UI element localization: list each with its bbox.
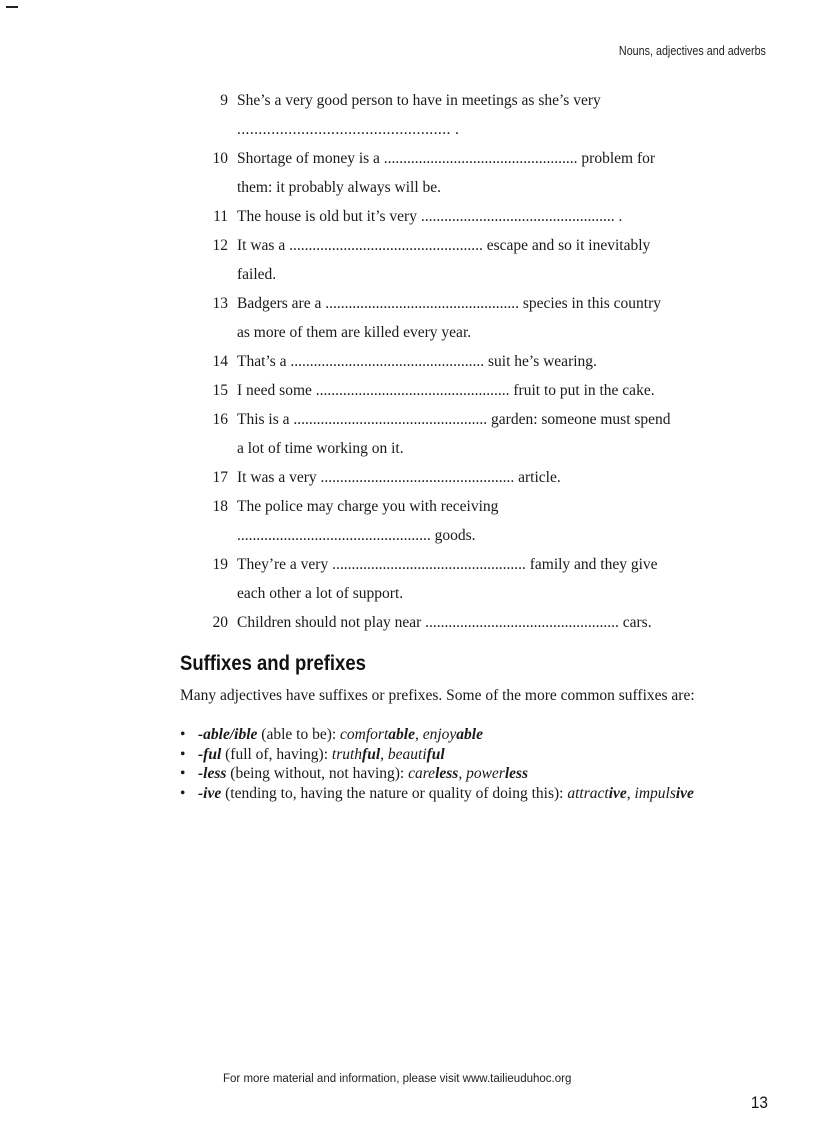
exercise-number: 14 xyxy=(212,353,228,370)
exercise-line xyxy=(200,231,780,260)
exercise-line xyxy=(200,405,780,434)
example-separator: , xyxy=(380,745,388,763)
exercise-text: as more of them are killed every year. xyxy=(237,324,472,341)
example-suffix: able xyxy=(388,726,415,743)
suffix-list xyxy=(180,725,760,803)
suffix-meaning: (tending to, having the nature or quality of doing this): xyxy=(221,784,568,802)
example-stem: enjoy xyxy=(422,726,457,743)
exercise-list xyxy=(200,86,780,637)
exercise-text: It was a very .................................................. article. xyxy=(237,469,561,486)
exercise-text: The house is old but it’s very .................................................. . xyxy=(237,208,623,225)
example-separator: , xyxy=(626,784,635,802)
exercise-line xyxy=(200,434,780,463)
example-suffix: able xyxy=(456,726,483,743)
answer-blank[interactable]: .................................................. . xyxy=(237,121,460,138)
running-head: Nouns, adjectives and adverbs xyxy=(618,44,766,58)
list-item xyxy=(180,745,760,765)
exercise-text: a lot of time working on it. xyxy=(237,440,404,457)
exercise-line xyxy=(200,608,780,637)
exercise-text: This is a .................................................. garden: someone must spend xyxy=(237,411,671,428)
footer-note: For more material and information, please visit www.tailieuduhoc.org xyxy=(223,1073,572,1085)
exercise-line xyxy=(200,347,780,376)
bullet-icon: • xyxy=(180,765,186,782)
exercise-line xyxy=(200,492,780,521)
exercise-line xyxy=(200,463,780,492)
exercise-number: 11 xyxy=(213,208,228,225)
example-separator: , xyxy=(414,726,423,743)
example-suffix: less xyxy=(504,765,529,782)
example-stem: power xyxy=(466,765,505,782)
example-stem: attract xyxy=(567,784,609,802)
list-item xyxy=(180,784,760,804)
bullet-icon: • xyxy=(180,745,186,763)
example-stem: care xyxy=(408,765,436,782)
exercise-text: .................................................. goods. xyxy=(237,527,476,544)
exercise-number: 19 xyxy=(212,556,228,573)
list-item xyxy=(180,725,760,745)
example-stem: comfort xyxy=(340,726,389,743)
exercise-text: I need some .................................................. fruit to put in the cake. xyxy=(237,382,655,399)
example-suffix: ful xyxy=(426,745,445,763)
exercise-text: failed. xyxy=(237,266,277,283)
exercise-line xyxy=(200,318,780,347)
suffix-term: -able/ible xyxy=(198,726,258,743)
exercise-line xyxy=(200,376,780,405)
exercise-text: Badgers are a .................................................. species in this country xyxy=(237,295,662,312)
example-suffix: ful xyxy=(362,745,381,763)
example-suffix: less xyxy=(435,765,459,782)
exercise-line xyxy=(200,115,780,144)
exercise-number: 16 xyxy=(212,411,228,428)
page-number: 13 xyxy=(750,1093,768,1112)
exercise-number: 9 xyxy=(220,92,228,109)
exercise-line xyxy=(200,173,780,202)
suffix-term: -ful xyxy=(198,745,222,763)
example-stem: beauti xyxy=(387,745,427,763)
bullet-icon: • xyxy=(180,726,186,743)
exercise-line xyxy=(200,579,780,608)
exercise-number: 15 xyxy=(212,382,228,399)
list-item xyxy=(180,764,760,784)
example-separator: , xyxy=(458,765,467,782)
exercise-line xyxy=(200,260,780,289)
suffix-term: -ive xyxy=(198,784,222,802)
exercise-line xyxy=(200,86,780,115)
exercise-line xyxy=(200,550,780,579)
section-intro: Many adjectives have suffixes or prefixes. Some of the more common suffixes are: xyxy=(180,687,695,704)
suffix-meaning: (able to be): xyxy=(257,726,341,743)
example-stem: impuls xyxy=(634,784,676,802)
example-suffix: ive xyxy=(608,784,627,802)
suffix-term: -less xyxy=(198,765,227,782)
exercise-number: 10 xyxy=(212,150,228,167)
exercise-text: They’re a very .................................................. family and they give xyxy=(237,556,658,573)
exercise-line xyxy=(200,521,780,550)
suffix-meaning: (full of, having): xyxy=(221,745,332,763)
suffix-meaning: (being without, not having): xyxy=(226,765,409,782)
exercise-text: She’s a very good person to have in meetings as she’s very xyxy=(237,92,601,109)
section-heading: Suffixes and prefixes xyxy=(180,652,366,675)
exercise-number: 12 xyxy=(212,237,228,254)
example-suffix: ive xyxy=(675,784,694,802)
exercise-line xyxy=(200,144,780,173)
exercise-number: 18 xyxy=(212,498,228,515)
exercise-line xyxy=(200,289,780,318)
exercise-number: 13 xyxy=(212,295,228,312)
exercise-text: That’s a .................................................. suit he’s wearing. xyxy=(237,353,597,370)
example-stem: truth xyxy=(331,745,363,763)
exercise-number: 17 xyxy=(212,469,228,486)
exercise-line xyxy=(200,202,780,231)
exercise-text: them: it probably always will be. xyxy=(237,179,442,196)
exercise-text: It was a .................................................. escape and so it inevitably xyxy=(237,237,651,254)
exercise-text: Shortage of money is a .................................................. problem for xyxy=(237,150,656,167)
exercise-text: each other a lot of support. xyxy=(237,585,404,602)
exercise-text: Children should not play near .................................................. cars. xyxy=(237,614,652,631)
exercise-text: The police may charge you with receiving xyxy=(237,498,499,515)
bullet-icon: • xyxy=(180,784,186,802)
corner-crop-mark xyxy=(6,6,18,8)
exercise-number: 20 xyxy=(212,614,228,631)
